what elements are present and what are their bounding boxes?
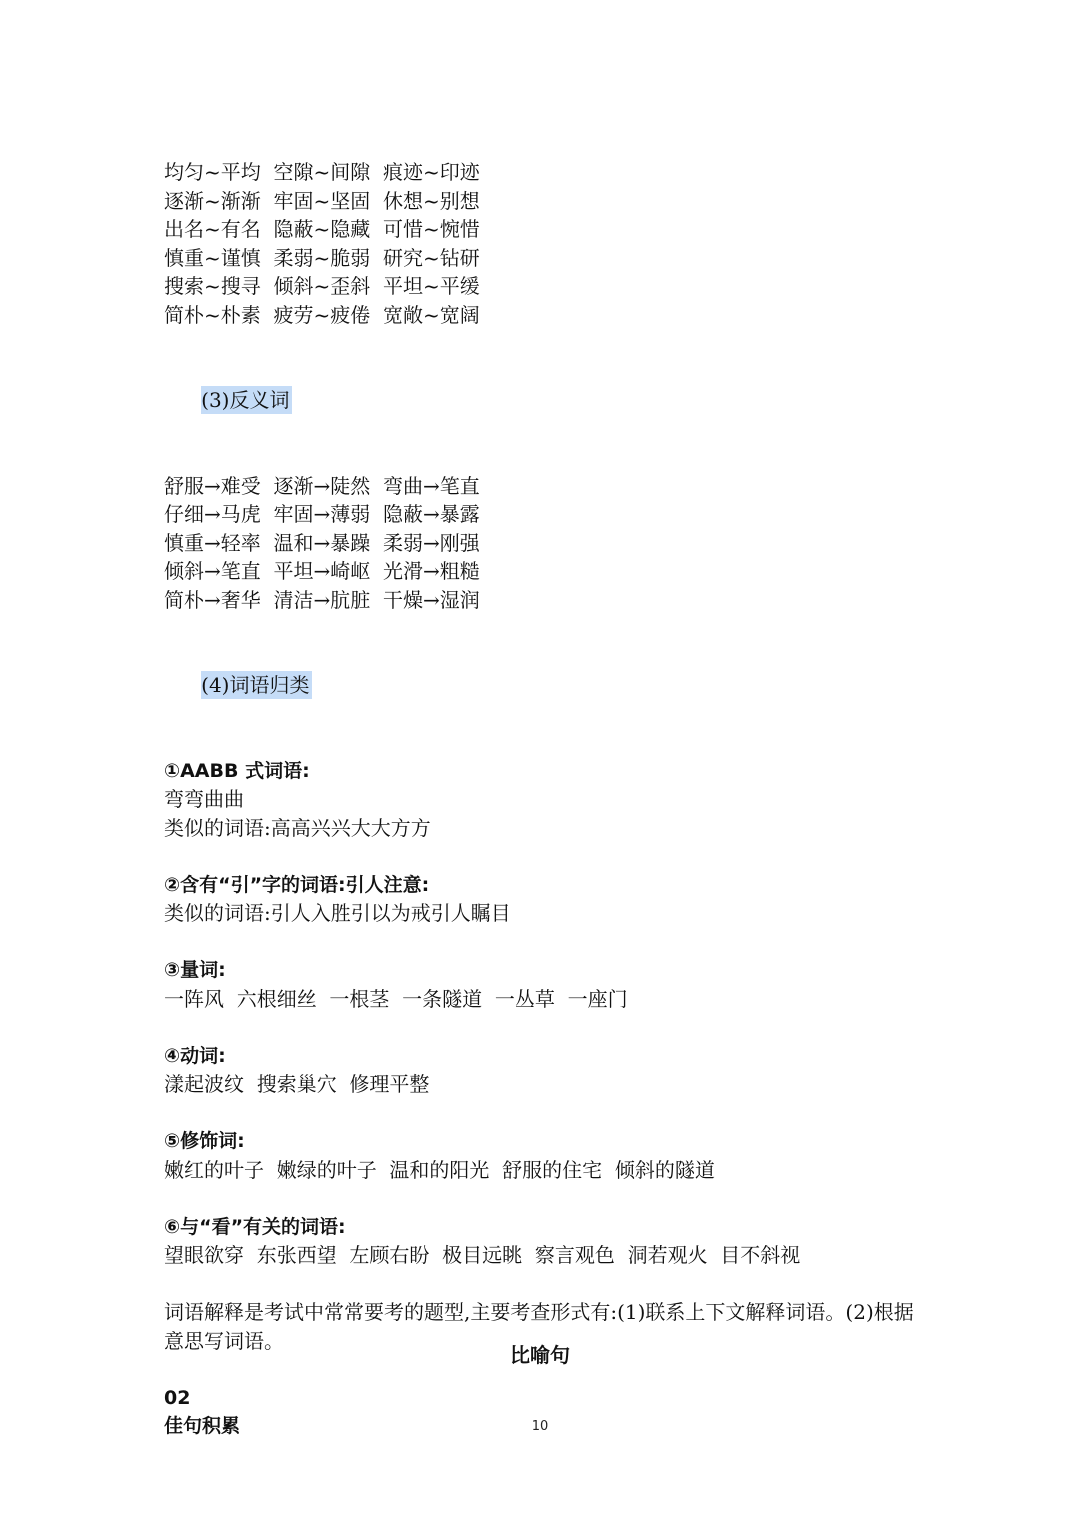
spacer <box>164 614 924 643</box>
spacer <box>164 1013 924 1042</box>
group-line: 类似的词语:高高兴兴大大方方 <box>164 815 431 840</box>
spacer <box>164 842 924 871</box>
synonym-line: 慎重~谨慎 柔弱~脆弱 研究~钻研 <box>164 245 480 270</box>
classify-heading-row <box>164 643 924 729</box>
antonym-heading: (3)反义词 <box>201 388 290 412</box>
page-content <box>164 158 924 1441</box>
antonym-line: 仔细→马虎 牢固→薄弱 隐蔽→暴露 <box>164 502 480 526</box>
synonym-line: 均匀~平均 空隙~间隙 痕迹~印迹 <box>164 160 480 184</box>
antonym-line: 慎重→轻率 温和→暴躁 柔弱→刚强 <box>164 530 480 555</box>
group-title: ⑥与“看”有关的词语: <box>164 1215 346 1238</box>
explanation-note: 词语解释是考试中常常要考的题型,主要考查形式有:(1)联系上下文解释词语。(2)根据意思写词语。 <box>164 1300 914 1353</box>
section-number: 02 <box>164 1386 191 1409</box>
antonym-heading-row <box>164 358 924 444</box>
antonym-list <box>164 472 924 615</box>
antonym-line: 简朴→奢华 清洁→肮脏 干燥→湿润 <box>164 587 480 612</box>
subsection-title: 比喻句 <box>510 1343 570 1367</box>
group-line: 一阵风 六根细丝 一根茎 一条隧道 一丛草 一座门 <box>164 986 628 1011</box>
page-number: 10 <box>531 1419 549 1434</box>
group-line: 漾起波纹 搜索巢穴 修理平整 <box>164 1072 430 1096</box>
group-line: 嫩红的叶子 嫩绿的叶子 温和的阳光 舒服的住宅 倾斜的隧道 <box>164 1157 715 1182</box>
spacer <box>164 329 924 358</box>
group-line: 弯弯曲曲 <box>164 787 244 811</box>
classify-heading: (4)词语归类 <box>201 673 310 697</box>
spacer <box>164 1270 924 1299</box>
classify-group <box>164 1042 924 1099</box>
spacer <box>164 443 924 472</box>
synonym-line: 搜索~搜寻 倾斜~歪斜 平坦~平缓 <box>164 274 480 298</box>
group-title: ②含有“引”字的词语:引人注意: <box>164 873 430 896</box>
group-line: 类似的词语:引人入胜引以为戒引人瞩目 <box>164 901 511 925</box>
antonym-line: 舒服→难受 逐渐→陡然 弯曲→笔直 <box>164 473 480 498</box>
spacer <box>164 928 924 957</box>
classify-group <box>164 1127 924 1184</box>
spacer <box>164 1184 924 1213</box>
section-title: 佳句积累 <box>164 1415 241 1437</box>
group-title: ④动词: <box>164 1044 226 1067</box>
classify-group <box>164 1213 924 1270</box>
synonym-line: 简朴~朴素 疲劳~疲倦 宽敞~宽阔 <box>164 302 480 327</box>
synonym-list <box>164 158 924 329</box>
group-title: ⑤修饰词: <box>164 1130 245 1152</box>
spacer <box>164 1099 924 1128</box>
classify-group <box>164 956 924 1013</box>
classify-group <box>164 757 924 843</box>
classify-group <box>164 871 924 928</box>
antonym-line: 倾斜→笔直 平坦→崎岖 光滑→粗糙 <box>164 559 480 583</box>
synonym-line: 逐渐~渐渐 牢固~坚固 休想~别想 <box>164 188 480 213</box>
spacer <box>164 728 924 757</box>
group-line: 望眼欲穿 东张西望 左顾右盼 极目远眺 察言观色 洞若观火 目不斜视 <box>164 1243 801 1267</box>
synonym-line: 出名~有名 隐蔽~隐藏 可惜~惋惜 <box>164 217 480 241</box>
group-title: ①AABB 式词语: <box>164 759 310 782</box>
group-title: ③量词: <box>164 959 226 981</box>
